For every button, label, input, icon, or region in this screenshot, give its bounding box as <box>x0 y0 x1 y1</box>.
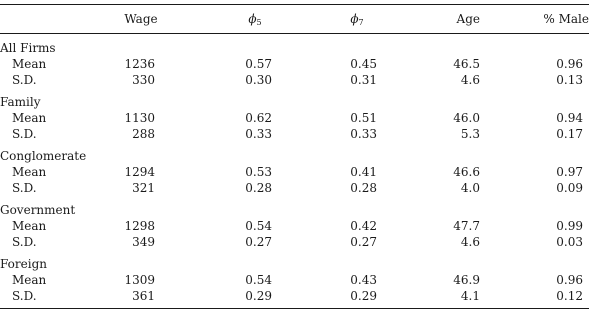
group-label: Family <box>0 95 41 109</box>
phi7-cell: 0.43 <box>350 273 377 287</box>
header-wage: Wage <box>124 12 158 26</box>
male-cell: 0.94 <box>556 111 583 125</box>
male-cell: 0.96 <box>556 57 583 71</box>
table-row <box>0 126 591 142</box>
wage-cell: 1236 <box>124 57 155 71</box>
wage-cell: 1298 <box>124 219 155 233</box>
stat-label: Mean <box>12 57 47 71</box>
phi7-cell: 0.41 <box>350 165 377 179</box>
wage-cell: 321 <box>132 181 155 195</box>
wage-cell: 361 <box>132 289 155 303</box>
table-row <box>0 218 591 234</box>
group-label-row <box>0 256 591 272</box>
stat-label: Mean <box>12 165 47 179</box>
group-label-row <box>0 94 591 110</box>
phi5-cell: 0.53 <box>245 165 272 179</box>
group-label-row <box>0 148 591 164</box>
phi7-cell: 0.28 <box>350 181 377 195</box>
group-label: All Firms <box>0 41 56 55</box>
age-cell: 4.1 <box>460 289 480 303</box>
header-phi7-subscript: 7 <box>358 18 364 27</box>
age-cell: 4.0 <box>460 181 480 195</box>
group-label: Foreign <box>0 257 47 271</box>
male-cell: 0.12 <box>556 289 583 303</box>
header-age: Age <box>456 12 480 26</box>
header-phi5-subscript: 5 <box>256 18 262 27</box>
table-row <box>0 180 591 196</box>
group-label-row <box>0 40 591 56</box>
age-cell: 5.3 <box>460 127 480 141</box>
top-rule <box>0 4 589 5</box>
phi7-cell: 0.31 <box>350 73 377 87</box>
phi5-cell: 0.62 <box>245 111 272 125</box>
stat-label: S.D. <box>12 235 37 249</box>
header-phi7 <box>342 11 372 31</box>
age-cell: 4.6 <box>460 235 480 249</box>
stat-label: Mean <box>12 273 47 287</box>
phi7-cell: 0.45 <box>350 57 377 71</box>
male-cell: 0.96 <box>556 273 583 287</box>
phi7-cell: 0.33 <box>350 127 377 141</box>
phi5-cell: 0.30 <box>245 73 272 87</box>
phi7-cell: 0.42 <box>350 219 377 233</box>
phi5-cell: 0.54 <box>245 273 272 287</box>
male-cell: 0.03 <box>556 235 583 249</box>
phi5-cell: 0.54 <box>245 219 272 233</box>
stat-label: S.D. <box>12 289 37 303</box>
header-phi5-symbol: ϕ <box>248 12 257 26</box>
phi5-cell: 0.57 <box>245 57 272 71</box>
header-row <box>0 11 591 27</box>
age-cell: 46.9 <box>453 273 480 287</box>
stat-label: S.D. <box>12 181 37 195</box>
table-row <box>0 288 591 304</box>
table-row <box>0 164 591 180</box>
stat-label: Mean <box>12 111 47 125</box>
header-phi7-symbol: ϕ <box>350 12 359 26</box>
wage-cell: 349 <box>132 235 155 249</box>
header-phi5 <box>240 11 270 31</box>
phi7-cell: 0.27 <box>350 235 377 249</box>
table-row <box>0 272 591 288</box>
male-cell: 0.09 <box>556 181 583 195</box>
age-cell: 4.6 <box>460 73 480 87</box>
phi7-cell: 0.29 <box>350 289 377 303</box>
group-label: Conglomerate <box>0 149 87 163</box>
table-row <box>0 110 591 126</box>
group-label-row <box>0 202 591 218</box>
table-row <box>0 72 591 88</box>
stat-label: Mean <box>12 219 47 233</box>
age-cell: 46.6 <box>453 165 480 179</box>
wage-cell: 330 <box>132 73 155 87</box>
male-cell: 0.17 <box>556 127 583 141</box>
male-cell: 0.13 <box>556 73 583 87</box>
phi5-cell: 0.27 <box>245 235 272 249</box>
bottom-rule <box>0 308 589 309</box>
wage-cell: 1130 <box>124 111 155 125</box>
phi5-cell: 0.28 <box>245 181 272 195</box>
wage-cell: 1309 <box>124 273 155 287</box>
stat-label: S.D. <box>12 73 37 87</box>
age-cell: 46.0 <box>453 111 480 125</box>
wage-cell: 288 <box>132 127 155 141</box>
phi5-cell: 0.29 <box>245 289 272 303</box>
phi5-cell: 0.33 <box>245 127 272 141</box>
wage-cell: 1294 <box>124 165 155 179</box>
male-cell: 0.97 <box>556 165 583 179</box>
table-row <box>0 234 591 250</box>
age-cell: 46.5 <box>453 57 480 71</box>
male-cell: 0.99 <box>556 219 583 233</box>
phi7-cell: 0.51 <box>350 111 377 125</box>
age-cell: 47.7 <box>453 219 480 233</box>
header-male: % Male <box>543 12 589 26</box>
header-rule <box>0 33 589 34</box>
stat-label: S.D. <box>12 127 37 141</box>
table-row <box>0 56 591 72</box>
group-label: Government <box>0 203 76 217</box>
